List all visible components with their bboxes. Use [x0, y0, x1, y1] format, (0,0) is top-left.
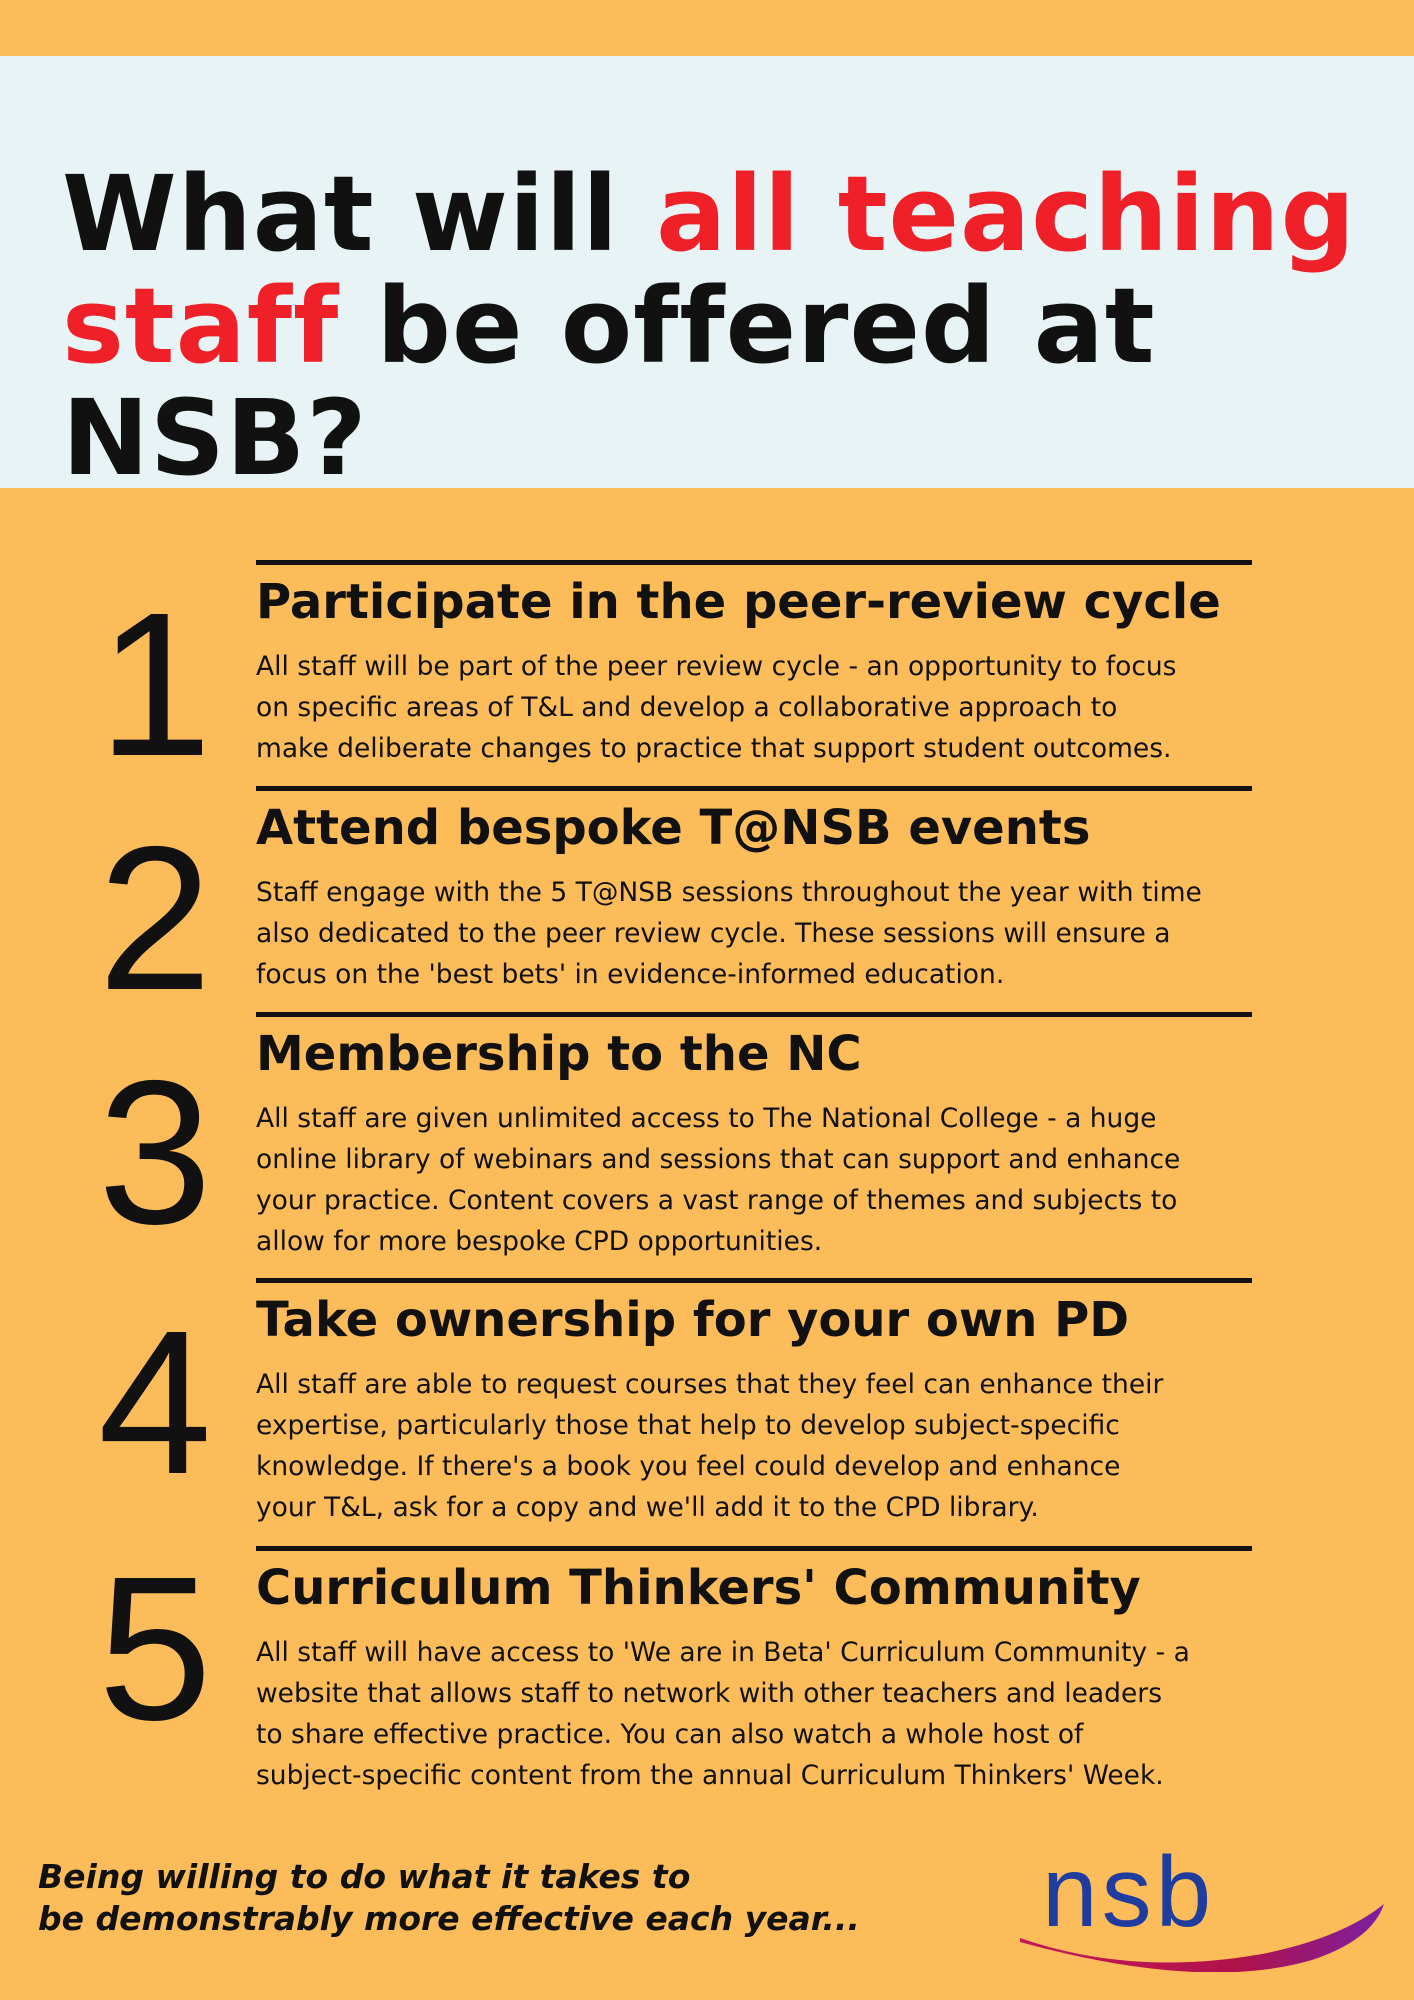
item-body-line: also dedicated to the peer review cycle. These sessions will ensure a [256, 918, 1171, 949]
item-number: 4 [97, 1288, 212, 1517]
tagline-line-2: be demonstrably more effective each year... [38, 1899, 860, 1938]
item-body-line: your T&L, ask for a copy and we'll add it to the CPD library. [256, 1492, 1039, 1523]
page-title [62, 153, 1392, 499]
title-line1-black: What will [62, 153, 657, 275]
item-body-line: your practice. Content covers a vast range of themes and subjects to [256, 1185, 1178, 1216]
item-body-line: expertise, particularly those that help to develop subject-specific [256, 1410, 1120, 1441]
item-body-line: subject-specific content from the annual Curriculum Thinkers' Week. [256, 1760, 1164, 1791]
item-divider [256, 1012, 1252, 1017]
item-body [256, 872, 1386, 995]
item-body [256, 1632, 1386, 1796]
item-body-line: on specific areas of T&L and develop a collaborative approach to [256, 692, 1118, 723]
item-body-line: website that allows staff to network with other teachers and leaders [256, 1678, 1162, 1709]
item-number: 1 [97, 570, 212, 799]
item-heading: Take ownership for your own PD [256, 1292, 1130, 1348]
title-line1-accent: all teaching [656, 153, 1357, 275]
tagline-line-1: Being willing to do what it takes to [38, 1857, 691, 1896]
title-line2-accent: staff [62, 265, 340, 387]
item-body-line: All staff are given unlimited access to The National College - a huge [256, 1103, 1157, 1134]
item-body [256, 646, 1386, 769]
item-number: 3 [97, 1038, 212, 1267]
item-divider [256, 786, 1252, 791]
item-body [256, 1364, 1386, 1528]
item-body-line: knowledge. If there's a book you feel could develop and enhance [256, 1451, 1121, 1482]
title-line2-black: be offered at NSB? [62, 265, 1156, 499]
item-body-line: make deliberate changes to practice that support student outcomes. [256, 733, 1172, 764]
item-heading: Curriculum Thinkers' Community [256, 1560, 1141, 1616]
item-number: 2 [97, 804, 212, 1033]
item-body-line: Staff engage with the 5 T@NSB sessions throughout the year with time [256, 877, 1202, 908]
item-body-line: focus on the 'best bets' in evidence-informed education. [256, 959, 1005, 990]
item-body-line: allow for more bespoke CPD opportunities. [256, 1226, 823, 1257]
item-divider [256, 1278, 1252, 1283]
item-divider [256, 1546, 1252, 1551]
item-divider [256, 560, 1252, 565]
nsb-logo [1012, 1836, 1392, 1972]
tagline [38, 1856, 938, 1940]
item-body [256, 1098, 1386, 1262]
item-body-line: to share effective practice. You can also watch a whole host of [256, 1719, 1084, 1750]
item-heading: Attend bespoke T@NSB events [256, 800, 1091, 856]
item-body-line: All staff are able to request courses that they feel can enhance their [256, 1369, 1164, 1400]
item-body-line: online library of webinars and sessions that can support and enhance [256, 1144, 1181, 1175]
item-body-line: All staff will have access to 'We are in Beta' Curriculum Community - a [256, 1637, 1190, 1668]
item-heading: Participate in the peer-review cycle [256, 574, 1221, 630]
item-number: 5 [97, 1534, 212, 1763]
logo-text: nsb [1042, 1836, 1216, 1948]
item-heading: Membership to the NC [256, 1026, 862, 1082]
item-body-line: All staff will be part of the peer review cycle - an opportunity to focus [256, 651, 1177, 682]
